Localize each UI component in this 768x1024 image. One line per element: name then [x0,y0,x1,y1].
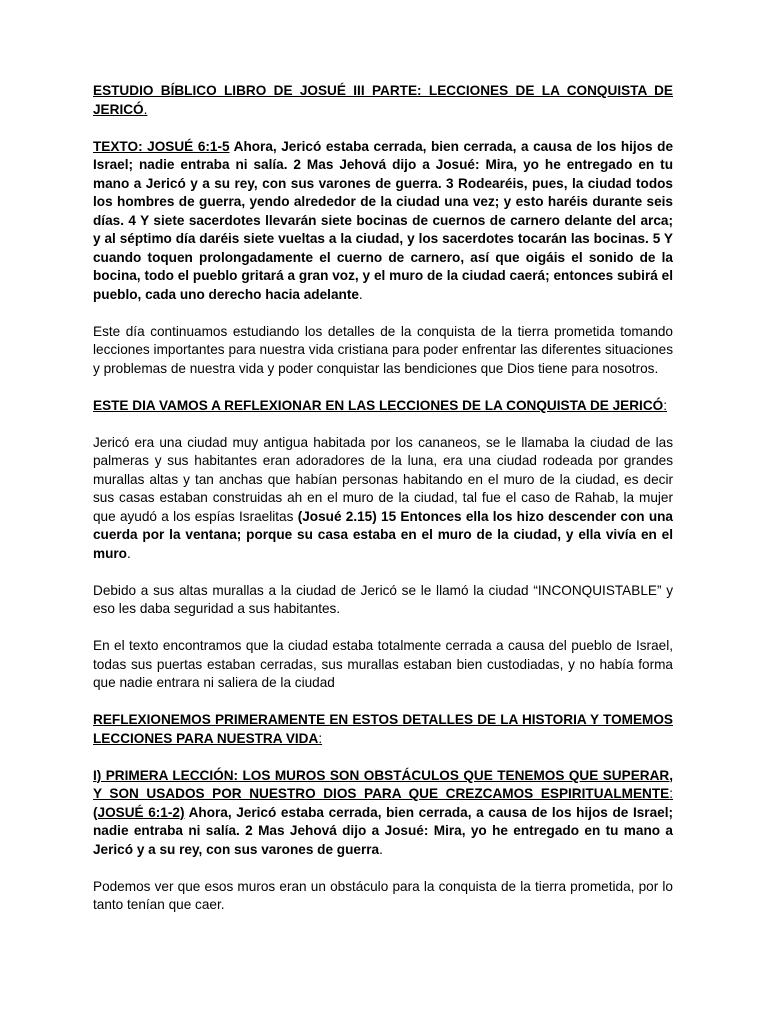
second-reflection-heading-text: REFLEXIONEMOS PRIMERAMENTE EN ESTOS DETALLES DE LA HISTORIA Y TOMEMOS LECCIONES PARA NUESTRA VIDA [93,712,673,746]
jericho-text: Jericó era una ciudad muy antigua habitada por los cananeos, se le llamaba la ciudad de las palmeras y sus habitantes eran adoradores de la luna, era una ciudad rodeada por grandes murallas altas y tan anchas que habían personas habitando en el muro de la ciudad, es decir sus casas estaban construidas ah en el muro de la ciudad, tal fue el caso de Rahab, la mujer que ayudó a los espías Israelitas [93,434,673,524]
scripture-end: . [358,286,363,302]
reflection-heading-end: : [663,397,668,413]
first-lesson-reference: (JOSUÉ 6:1-2) [93,804,185,820]
scripture-text-paragraph [93,138,673,305]
spacer [93,563,673,582]
spacer [93,415,673,434]
reflection-heading [93,397,673,416]
first-lesson-heading: I) PRIMERA LECCIÓN: LOS MUROS SON OBSTÁCULOS QUE TENEMOS QUE SUPERAR, Y SON USADOS POR NUESTRO DIOS PARA QUE CREZCAMOS ESPIRITUALMENTE [93,767,673,801]
second-reflection-heading-end: : [318,730,323,746]
spacer [93,693,673,712]
scripture-text: Ahora, Jericó estaba cerrada, bien cerrada, a causa de los hijos de Israel; nadie entraba ni salía. 2 Mas Jehová dijo a Josué: Mira, yo he entregado en tu mano a Jericó y a su rey, con sus varones de guerra. 3 Rodearéis, pues, la ciudad todos los hombres de guerra, yendo alrededor de la ciudad una vez; y esto haréis durante seis días. 4 Y siete sacerdotes llevarán siete bocinas de cuernos de carnero delante del arca; y al séptimo día daréis siete vueltas a la ciudad, y los sacerdotes tocarán las bocinas. 5 Y cuando toquen prolongadamente el cuerno de carnero, así que oigáis el sonido de la bocina, todo el pueblo gritará a gran voz, y el muro de la ciudad caerá; entonces subirá el pueblo, cada uno derecho hacia adelante [93,138,674,302]
spacer [93,619,673,638]
spacer [93,748,673,767]
first-lesson-end: . [379,841,383,857]
closed-city-paragraph: En el texto encontramos que la ciudad estaba totalmente cerrada a causa del pueblo de Israel, todas sus puertas estaban cerradas, sus murallas estaban bien custodiadas, y no había forma que nadie entrara ni saliera de la ciudad [93,638,673,690]
jericho-quote: (Josué 2.15) 15 Entonces ella los hizo descender con una cuerda por la ventana; porque su casa estaba en el muro de la ciudad, y ella vivía en el muro [93,508,673,561]
walls-paragraph: Debido a sus altas murallas a la ciudad de Jericó se le llamó la ciudad “INCONQUISTABLE” y eso les daba seguridad a sus habitantes. [93,582,673,616]
jericho-paragraph [93,434,673,564]
spacer [93,119,673,138]
jericho-end: . [126,545,131,561]
obstacle-paragraph: Podemos ver que esos muros eran un obstáculo para la conquista de la tierra prometida, por lo tanto tenían que caer. [93,878,673,912]
intro-paragraph: Este día continuamos estudiando los detalles de la conquista de la tierra prometida tomando lecciones importantes para nuestra vida cristiana para poder enfrentar las diferentes situaciones y problemas de nuestra vida y poder conquistar las bendiciones que Dios tiene para nosotros. [93,323,673,376]
title-heading: ESTUDIO BÍBLICO LIBRO DE JOSUÉ III PARTE: LECCIONES DE LA CONQUISTA DE JERICÓ [93,83,673,117]
title-end: . [143,101,148,117]
first-lesson-quote: Ahora, Jericó estaba cerrada, bien cerrada, a causa de los hijos de Israel; nadie entraba ni salía. 2 Mas Jehová dijo a Josué: Mira, yo he entregado en tu mano a Jericó y a su rey, con sus varones de guerra [93,804,673,857]
spacer [93,859,673,878]
first-lesson-colon: : [669,786,673,801]
first-lesson-paragraph [93,767,673,860]
spacer [93,378,673,397]
document-title [93,82,673,119]
reflection-heading-text: ESTE DIA VAMOS A REFLEXIONAR EN LAS LECCIONES DE LA CONQUISTA DE JERICÓ [93,397,664,413]
second-reflection-heading [93,711,673,748]
spacer [93,304,673,323]
scripture-reference: TEXTO: JOSUÉ 6:1-5 [93,138,230,154]
